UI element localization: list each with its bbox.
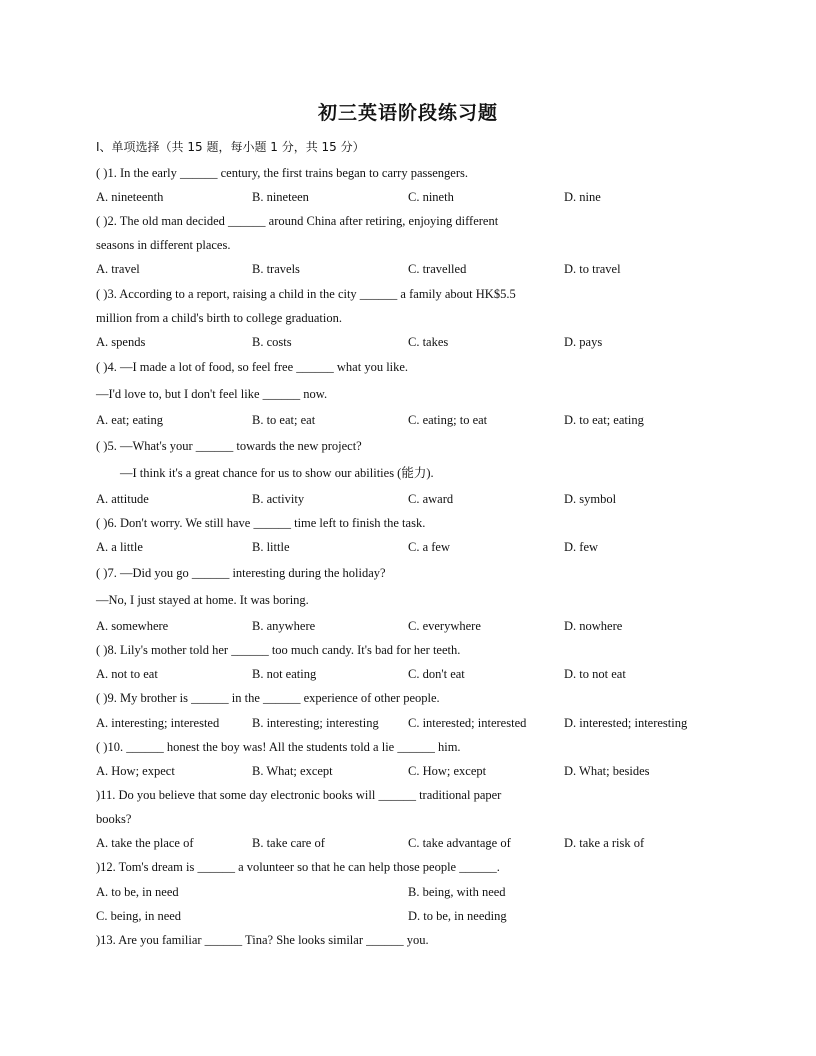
option-c: C. travelled <box>408 262 467 276</box>
question-2: ( )2. The old man decided ______ around China after retiring, enjoying different <box>96 214 499 228</box>
option-d: D. interested; interesting <box>564 716 688 730</box>
option-b: B. activity <box>252 492 305 506</box>
option-c: C. takes <box>408 335 449 349</box>
question-4: ( )4. —I made a lot of food, so feel free ______ what you like. <box>96 360 409 374</box>
question-5: ( )5. —What's your ______ towards the new project? <box>96 439 362 453</box>
option-d: D. to eat; eating <box>564 413 644 427</box>
question-10: ( )10. ______ honest the boy was! All the students told a lie ______ him. <box>96 740 461 754</box>
question-4-options <box>96 412 726 428</box>
option-c: C. interested; interested <box>408 716 527 730</box>
question-5-options <box>96 491 726 507</box>
option-b: B. interesting; interesting <box>252 716 379 730</box>
option-c: C. everywhere <box>408 619 481 633</box>
question-6-options <box>96 539 726 555</box>
question-2-options <box>96 261 726 277</box>
question-5-continued: —I think it's a great chance for us to show our abilities (能力). <box>120 466 434 480</box>
option-b: B. travels <box>252 262 300 276</box>
question-7-options <box>96 618 726 634</box>
question-11-options <box>96 835 726 851</box>
option-d: D. nine <box>564 190 601 204</box>
option-b: B. costs <box>252 335 292 349</box>
option-b: B. little <box>252 540 290 554</box>
option-d: D. What; besides <box>564 764 650 778</box>
option-c: C. being, in need <box>96 909 182 923</box>
option-b: B. not eating <box>252 667 317 681</box>
option-c: C. How; except <box>408 764 487 778</box>
question-6: ( )6. Don't worry. We still have ______ time left to finish the task. <box>96 516 426 530</box>
option-a: A. interesting; interested <box>96 716 220 730</box>
option-c: C. award <box>408 492 454 506</box>
option-d: D. to be, in needing <box>408 909 507 923</box>
option-d: D. to travel <box>564 262 621 276</box>
option-c: C. don't eat <box>408 667 465 681</box>
page-title: 初三英语阶段练习题 <box>317 102 498 124</box>
question-8-options <box>96 666 726 682</box>
question-10-options <box>96 763 726 779</box>
option-c: C. nineth <box>408 190 454 204</box>
option-b: B. being, with need <box>408 885 506 899</box>
question-11-continued: books? <box>96 812 132 826</box>
option-a: A. take the place of <box>96 836 194 850</box>
question-7-continued: —No, I just stayed at home. It was boring. <box>96 593 309 607</box>
option-b: B. to eat; eat <box>252 413 316 427</box>
option-d: D. take a risk of <box>564 836 645 850</box>
option-a: A. spends <box>96 335 146 349</box>
option-b: B. nineteen <box>252 190 309 204</box>
option-d: D. to not eat <box>564 667 626 681</box>
option-d: D. symbol <box>564 492 617 506</box>
question-1: ( )1. In the early ______ century, the first trains began to carry passengers. <box>96 166 468 180</box>
option-c: C. eating; to eat <box>408 413 488 427</box>
option-c: C. take advantage of <box>408 836 511 850</box>
option-a: A. not to eat <box>96 667 158 681</box>
option-d: D. nowhere <box>564 619 623 633</box>
question-3-continued: million from a child's birth to college graduation. <box>96 311 342 325</box>
question-2-continued: seasons in different places. <box>96 238 231 252</box>
question-1-options <box>96 189 726 205</box>
option-d: D. pays <box>564 335 603 349</box>
question-3: ( )3. According to a report, raising a child in the city ______ a family about HK$5.5 <box>96 287 516 301</box>
option-b: B. take care of <box>252 836 325 850</box>
question-12: )12. Tom's dream is ______ a volunteer so that he can help those people ______. <box>96 860 500 874</box>
option-b: B. What; except <box>252 764 333 778</box>
option-a: A. travel <box>96 262 140 276</box>
option-c: C. a few <box>408 540 450 554</box>
question-9: ( )9. My brother is ______ in the ______ experience of other people. <box>96 691 440 705</box>
option-a: A. somewhere <box>96 619 169 633</box>
question-8: ( )8. Lily's mother told her ______ too much candy. It's bad for her teeth. <box>96 643 461 657</box>
question-4-continued: —I'd love to, but I don't feel like ______ now. <box>96 387 328 401</box>
question-3-options <box>96 334 726 350</box>
question-12-options-ab <box>96 884 726 900</box>
option-a: A. eat; eating <box>96 413 163 427</box>
option-a: A. attitude <box>96 492 149 506</box>
question-11: )11. Do you believe that some day electronic books will ______ traditional paper <box>96 788 502 802</box>
question-12-options-cd <box>96 908 726 924</box>
option-a: A. to be, in need <box>96 885 179 899</box>
question-7: ( )7. —Did you go ______ interesting during the holiday? <box>96 566 386 580</box>
question-13: )13. Are you familiar ______ Tina? She looks similar ______ you. <box>96 933 429 947</box>
option-d: D. few <box>564 540 599 554</box>
option-a: A. a little <box>96 540 143 554</box>
option-a: A. How; expect <box>96 764 175 778</box>
option-a: A. nineteenth <box>96 190 164 204</box>
question-9-options <box>96 715 726 731</box>
option-b: B. anywhere <box>252 619 316 633</box>
section-heading: I、单项选择（共 15 题，每小题 1 分，共 15 分） <box>96 140 365 154</box>
